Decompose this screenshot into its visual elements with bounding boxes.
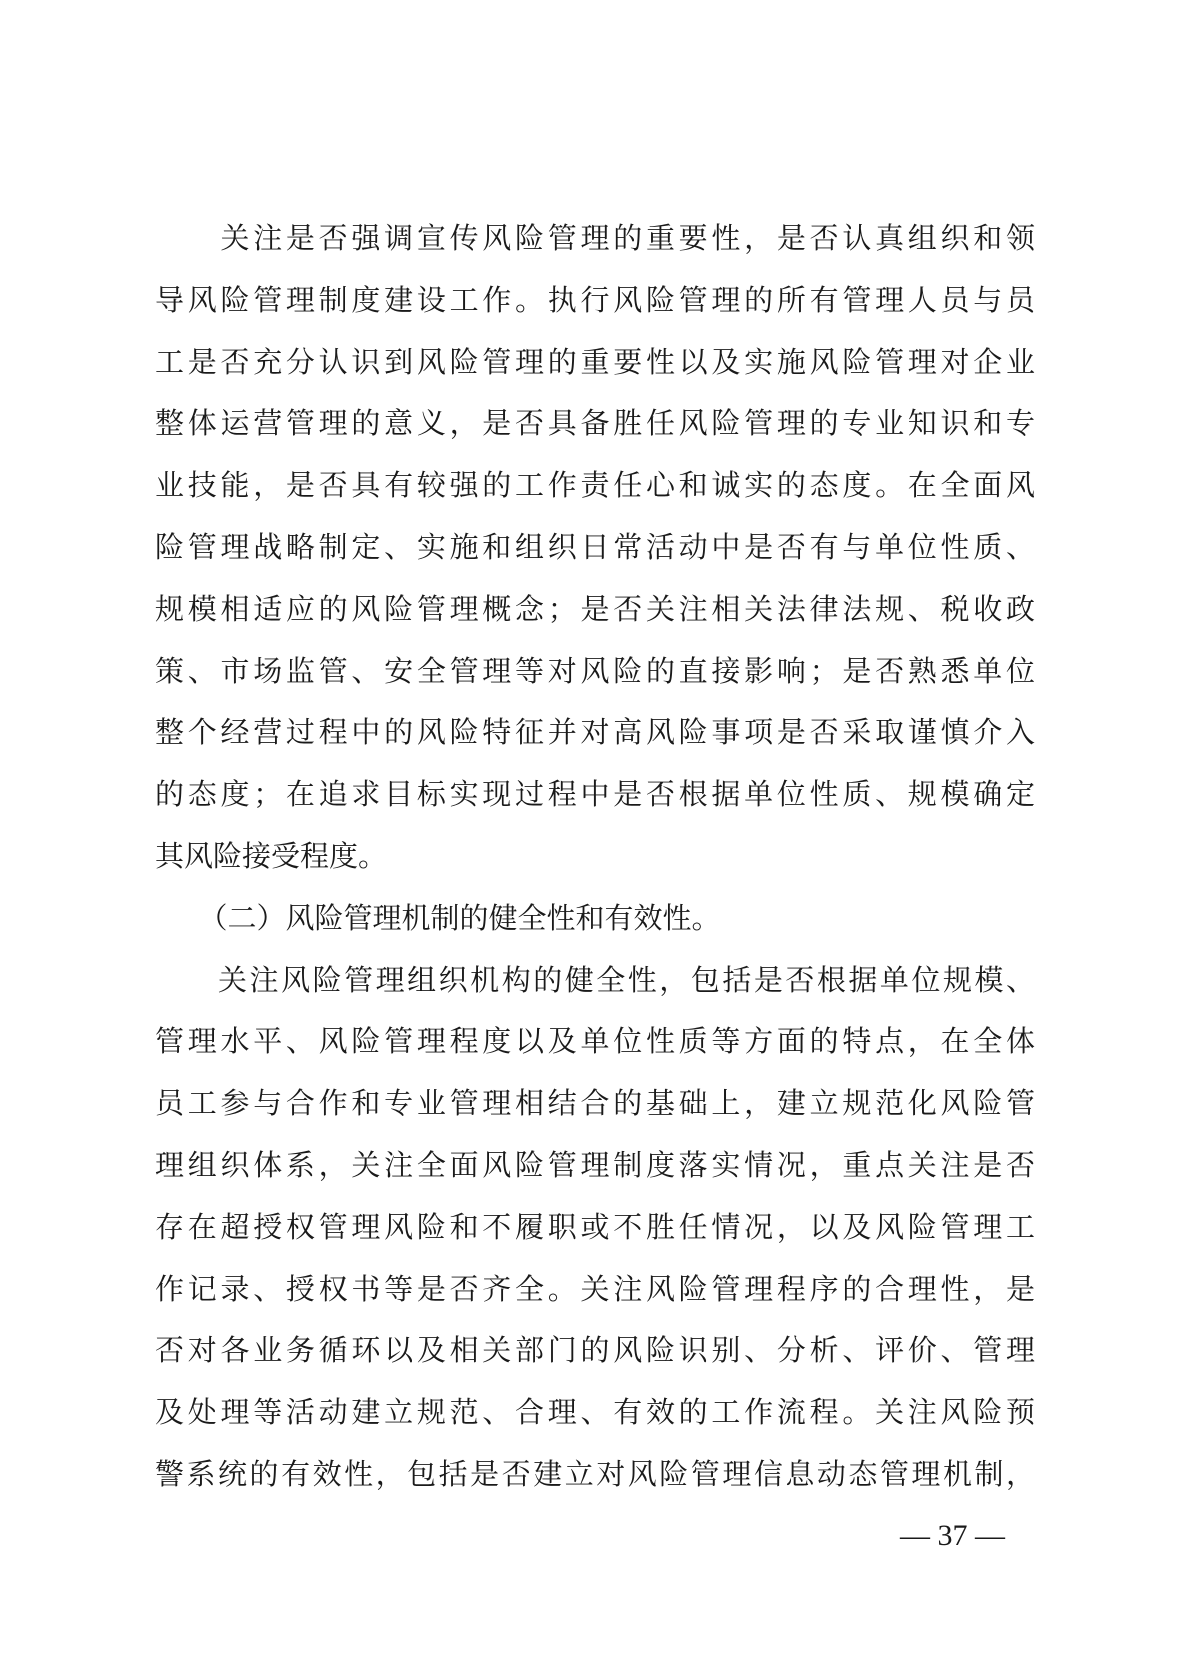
text-line-19: 否对各业务循环以及相关部门的风险识别、分析、评价、管理 [155, 1333, 1035, 1368]
text-line-17: 存在超授权管理风险和不履职或不胜任情况，以及风险管理工 [155, 1209, 1035, 1244]
text-line-5: 业技能，是否具有较强的工作责任心和诚实的态度。在全面风 [155, 468, 1035, 503]
text-line-20: 及处理等活动建立规范、合理、有效的工作流程。关注风险预 [155, 1395, 1035, 1430]
section-heading: （二）风险管理机制的健全性和有效性。 [155, 900, 721, 935]
text-line-7: 规模相适应的风险管理概念；是否关注相关法律法规、税收政 [155, 591, 1035, 626]
text-line-16: 理组织体系，关注全面风险管理制度落实情况，重点关注是否 [155, 1147, 1035, 1182]
text-line-14: 管理水平、风险管理程度以及单位性质等方面的特点，在全体 [155, 1024, 1035, 1059]
text-line-11: 其风险接受程度。 [155, 838, 388, 873]
text-line-8: 策、市场监管、安全管理等对风险的直接影响；是否熟悉单位 [155, 653, 1035, 688]
text-line-13: 关注风险管理组织机构的健全性，包括是否根据单位规模、 [155, 962, 1035, 997]
text-line-4: 整体运营管理的意义，是否具备胜任风险管理的专业知识和专 [155, 406, 1035, 441]
text-line-10: 的态度；在追求目标实现过程中是否根据单位性质、规模确定 [155, 777, 1035, 812]
text-line-6: 险管理战略制定、实施和组织日常活动中是否有与单位性质、 [155, 529, 1035, 564]
text-line-2: 导风险管理制度建设工作。执行风险管理的所有管理人员与员 [155, 282, 1035, 317]
body-text [155, 208, 1035, 1506]
text-line-18: 作记录、授权书等是否齐全。关注风险管理程序的合理性，是 [155, 1271, 1035, 1306]
text-line-15: 员工参与合作和专业管理相结合的基础上，建立规范化风险管 [155, 1086, 1035, 1121]
text-line-3: 工是否充分认识到风险管理的重要性以及实施风险管理对企业 [155, 344, 1035, 379]
text-line-1: 关注是否强调宣传风险管理的重要性，是否认真组织和领 [155, 221, 1035, 255]
text-line-21: 警系统的有效性，包括是否建立对风险管理信息动态管理机制， [155, 1456, 1035, 1491]
page-number: — 37 — [900, 1519, 1005, 1552]
text-line-9: 整个经营过程中的风险特征并对高风险事项是否采取谨慎介入 [155, 715, 1035, 750]
